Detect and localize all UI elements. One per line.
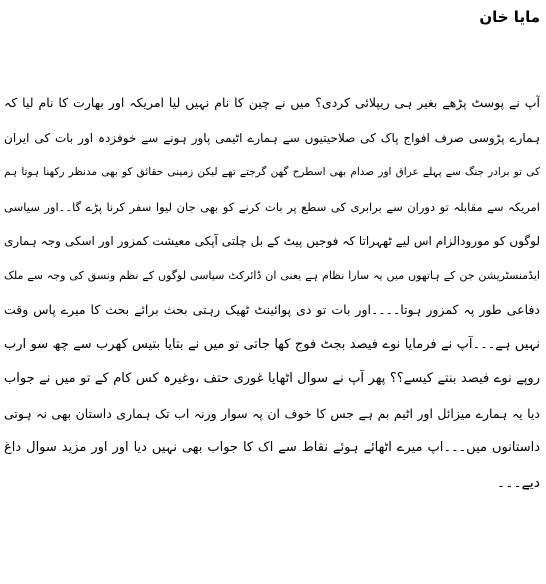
post-line: ہمارے پڑوسی صرف افواج پاک کی صلاحیتیوں سے ہمارے اٹیمی پاور ہونے سے خوفزدہ اور بات کی ایران [4,130,540,145]
post-line: آپ نے پوسٹ پڑھے بغیر ہی ریپلائی کردی؟ میں نے چین کا نام نہیں لیا امریکہ اور بھارت کا نام لیا کہ [4,95,540,110]
post-line: امریکہ سے مقابلہ تو دوران سے برابری کی سطع پر بات کرنے کو بھی جان لیوا سفر کرنا پڑے گا۔۔اور سیاسی [4,199,540,214]
author-name: مایا خان [479,8,540,26]
post-line: لوگوں کو مورودالزام اس لیے ٹھہراتا کہ فوجیں پیٹ کے بل چلتی آپکی معیشت کمزور اور اسکی وجہ ہماری [4,234,540,248]
post-line: دیے۔۔۔ [497,474,540,491]
post-line: دیا یہ ہمارے میزائل اور اٹیم بم ہے جس کا خوف ان پہ سوار ورنہ اب تک ہماری داستان بھی نہ ہوتی [4,405,540,421]
post-line: دفاعی طور پہ کمزور ہوتا۔۔۔۔اور بات تو دی پوائینٹ ٹھیک رہتی بحث برائے بحث کا میرے پاس وقت [4,302,540,317]
post-body [4,86,540,500]
post-line: داستانوں میں۔۔۔اپ میرے اٹھائے ہوئے نقاط سے اک کا جواب بھی نہیں دیا اور اور مزید سوال داغ [4,440,540,455]
post-line: نہیں ہے۔۔۔آپ نے فرمایا نوے فیصد بجٹ فوج کھا جاتی تو میں نے بتایا بتیس کھرب سے چھ سو ارب [4,336,540,352]
post-line: کی تو برادر جنگ سے پہلے عراق اور صدام بھی اسطرح گھن گرجتے تھے لیکن زمینی حقائق کو بھی مدنظر رکھنا ہوتا ہم [4,166,540,178]
post-line: روپے نوے فیصد بنتے کیسے؟؟ پھر آپ نے سوال اٹھایا غوری حتف ،وغیرہ کس کام کے تو میں نے جواب [4,371,540,386]
post-line: ایڈمنسٹریشن جن کے ہاتھوں میں یہ سارا نظام ہے یعنی ان ڈائرکٹ سیاسی لوگوں کے نظم ونسق کی وجہ سے ملک [4,268,540,282]
